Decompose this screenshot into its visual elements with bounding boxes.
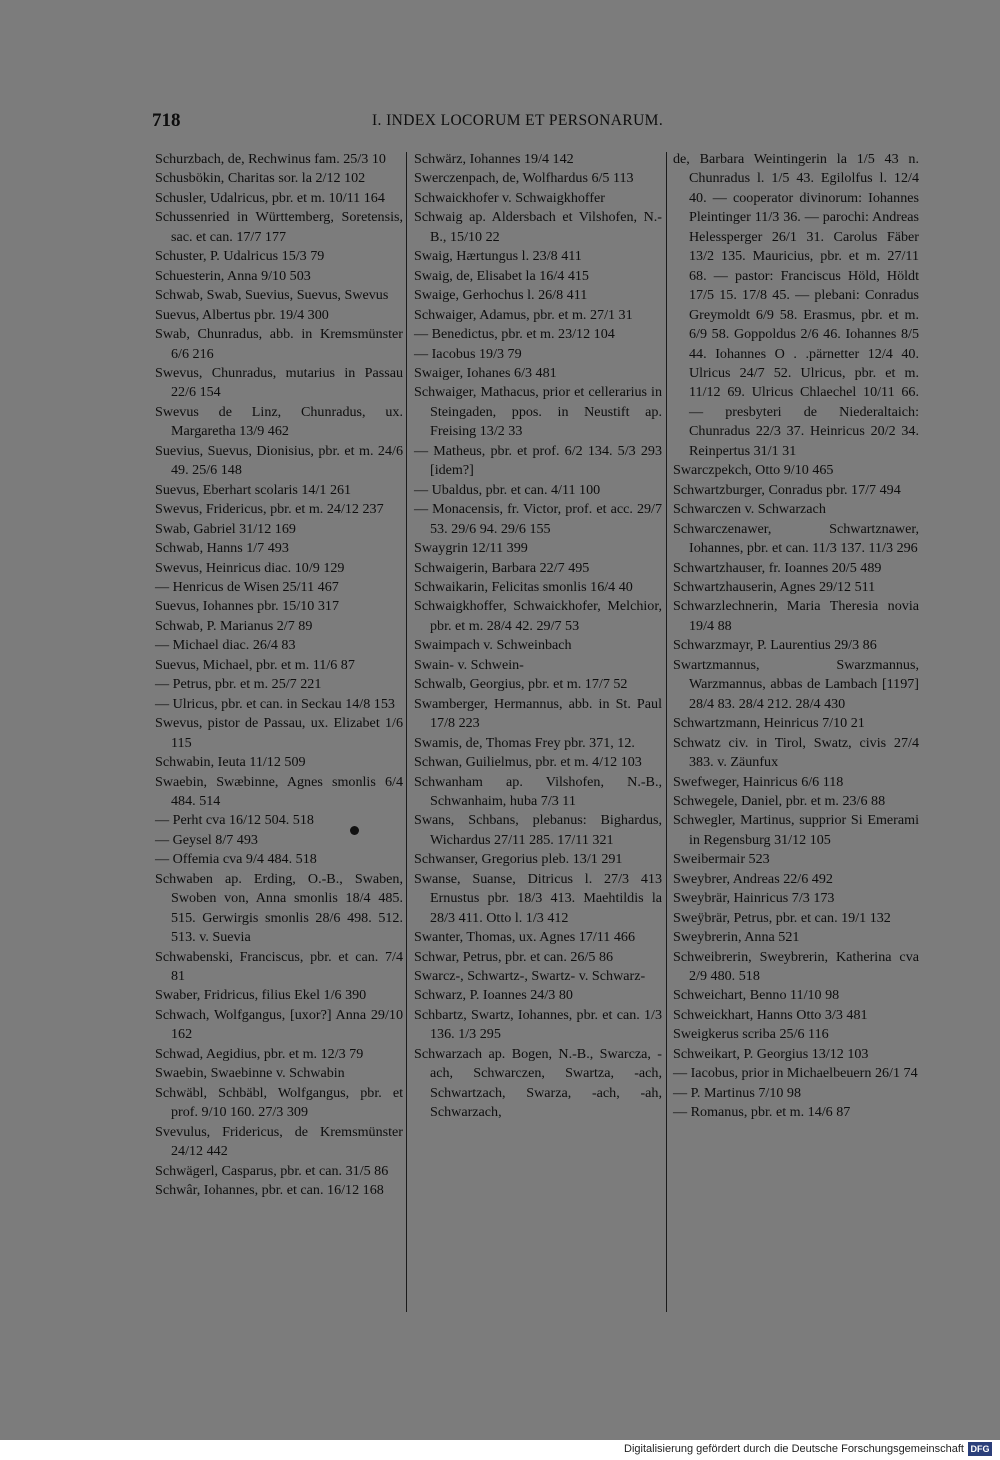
- index-entry: Schussenried in Württemberg, Soretensis, sac. et can. 17/7 177: [155, 209, 403, 245]
- index-entry: Swab, Chunradus, abb. in Kremsmünster 6/6 216: [155, 326, 403, 362]
- index-entry: Swevus, Fridericus, pbr. et m. 24/12 237: [155, 501, 384, 518]
- index-entry: de, Barbara Weintingerin la 1/5 43 n. Chunradus l. 1/5 43. Egilolfus l. 12/4 40. — cooperator divinorum: Iohannes Pleintinger 11/3 36. — parochi: Andreas Helessperger 26/1 31. Carolus Fäber 13/2 135. Mauricius, pbr. et m. 27/11 68. — pastor: Franciscus Höld, Höldt 17/5 15. 17/8 45. — plebani: Conradus Greymoldt 6/9 58. Erasmus, pbr. et m. 6/9 58. Goppoldus 2/6 46. Iohannes 8/5 44. Iohannes O . .pärnetter 12/4 40. Ulricus 24/7 52. Ulricus, pbr. et m. 11/12 69. Ulricus Chlaechel 10/11 66. — presbyteri de Niederaltaich: Chunradus 22/3 37. Heinricus 20/2 34. Reinpertus 31/1 31: [673, 151, 919, 459]
- index-entry: Schwarczenawer, Schwartznawer, Iohannes, pbr. et can. 11/3 137. 11/3 296: [673, 520, 919, 557]
- index-entry: Schwarczen v. Schwarzach: [673, 501, 826, 518]
- index-entry: Sweÿbrär, Petrus, pbr. et can. 19/1 132: [673, 909, 891, 926]
- index-entry: Swaebin, Swaebinne v. Schwabin: [155, 1065, 345, 1082]
- index-entry: Sweibermair 523: [673, 851, 770, 868]
- index-entry: Sweigkerus scriba 25/6 116: [673, 1026, 829, 1043]
- index-entry: Swarczpekch, Otto 9/10 465: [673, 462, 834, 479]
- index-entry: — Henricus de Wisen 25/11 467: [155, 578, 339, 595]
- index-entry: Suevus, Iohannes pbr. 15/10 317: [155, 598, 339, 615]
- index-entry: Schwabenski, Franciscus, pbr. et can. 7/4 81: [155, 948, 403, 985]
- index-entry: Suevus, Albertus pbr. 19/4 300: [155, 306, 329, 323]
- index-entry: Schwanham ap. Vilshofen, N.-B., Schwanhaim, huba 7/3 11: [414, 773, 662, 809]
- index-entry: Swaber, Fridricus, filius Ekel 1/6 390: [155, 987, 367, 1004]
- funding-credit: Digitalisierung gefördert durch die Deutsche Forschungsgemeinschaft: [624, 1443, 964, 1455]
- index-entry: Swarcz-, Schwartz-, Swartz- v. Schwarz-: [414, 968, 646, 985]
- index-entry: Schwägerl, Casparus, pbr. et can. 31/5 86: [155, 1162, 389, 1179]
- index-entry: Schweibrerin, Sweybrerin, Katherina cva 2/9 480. 518: [673, 948, 919, 985]
- index-entry: Schweichart, Benno 11/10 98: [673, 987, 840, 1004]
- index-entry: Schuster, P. Udalricus 15/3 79: [155, 248, 325, 265]
- index-entry: — Monacensis, fr. Victor, prof. et acc. 29/7 53. 29/6 94. 29/6 155: [414, 501, 662, 537]
- index-entry: — Iacobus 19/3 79: [414, 345, 522, 362]
- index-entry: Schwalb, Georgius, pbr. et m. 17/7 52: [414, 676, 628, 693]
- index-entry: Schwarz, P. Ioannes 24/3 80: [414, 987, 573, 1004]
- index-entry: Schbartz, Swartz, Iohannes, pbr. et can. 1/3 136. 1/3 295: [414, 1006, 662, 1043]
- index-entry: Schwartzhauserin, Agnes 29/12 511: [673, 578, 876, 595]
- index-entry: Suevus, Michael, pbr. et m. 11/6 87: [155, 656, 355, 673]
- index-entry: Schwan, Guilielmus, pbr. et m. 4/12 103: [414, 754, 642, 771]
- index-entry: Swaige, Gerhochus l. 26/8 411: [414, 287, 588, 304]
- index-entry: Schwatz civ. in Tirol, Swatz, civis 27/4 383. v. Zäunfux: [673, 734, 919, 771]
- index-entry: Schwaigkhoffer, Schwaickhofer, Melchior, pbr. et m. 28/4 42. 29/7 53: [414, 598, 662, 634]
- index-entry: Schwartzburger, Conradus pbr. 17/7 494: [673, 481, 901, 498]
- ink-blot: [350, 826, 359, 835]
- index-entry: Schwâr, Iohannes, pbr. et can. 16/12 168: [155, 1182, 384, 1199]
- index-entry: Swaig, de, Elisabet la 16/4 415: [414, 267, 589, 284]
- index-entry: Schwegele, Daniel, pbr. et m. 23/6 88: [673, 792, 886, 809]
- index-entry: Swartzmannus, Swarzmannus, Warzmannus, abbas de Lambach [1197] 28/4 83. 28/4 212. 28/4 430: [673, 656, 919, 712]
- index-entry: Swefweger, Hainricus 6/6 118: [673, 773, 844, 790]
- index-entry: Schwar, Petrus, pbr. et can. 26/5 86: [414, 948, 614, 965]
- index-entry: Swanse, Suanse, Ditricus l. 27/3 413 Ernustus pbr. 18/3 413. Maehtildis la 28/3 411. Otto l. 1/3 412: [414, 870, 662, 926]
- index-entry: Schwegler, Martinus, supprior Si Emerami in Regensburg 31/12 105: [673, 812, 919, 848]
- index-entry: Schwabin, Ieuta 11/12 509: [155, 754, 306, 771]
- column-divider: [666, 152, 667, 1312]
- page-header: [0, 110, 1000, 140]
- index-entry: Swaig, Hærtungus l. 23/8 411: [414, 248, 582, 265]
- column-divider: [406, 152, 407, 1312]
- index-entry: Schwarzlechnerin, Maria Theresia novia 19/4 88: [673, 598, 919, 634]
- index-entry: Swaebin, Swæbinne, Agnes smonlis 6/4 484. 514: [155, 773, 403, 809]
- index-entry: Swevus, Heinricus diac. 10/9 129: [155, 559, 345, 576]
- index-entry: — Geysel 8/7 493: [155, 831, 258, 848]
- index-entry: Swevus, Chunradus, mutarius in Passau 22/6 154: [155, 364, 403, 401]
- index-entry: Schuesterin, Anna 9/10 503: [155, 267, 311, 284]
- index-entry: Schwaiger, Mathacus, prior et cellerarius in Steingaden, ppos. in Neustift ap. Freising 13/2 33: [414, 384, 662, 440]
- index-entry: — P. Martinus 7/10 98: [673, 1084, 802, 1101]
- index-entry: Schwanser, Gregorius pleb. 13/1 291: [414, 851, 623, 868]
- index-entry: Schusbökin, Charitas sor. la 2/12 102: [155, 170, 366, 187]
- index-entry: Schwaikarin, Felicitas smonlis 16/4 40: [414, 578, 633, 595]
- index-entry: Schwab, Swab, Suevius, Suevus, Swevus: [155, 287, 389, 304]
- index-entry: Sweybrerin, Anna 521: [673, 929, 800, 946]
- index-entry: Sweybrer, Andreas 22/6 492: [673, 870, 833, 887]
- index-entry: Swevus, pistor de Passau, ux. Elizabet 1/6 115: [155, 715, 403, 751]
- index-entry: — Iacobus, prior in Michaelbeuern 26/1 74: [673, 1065, 918, 1082]
- index-entry: Swaygrin 12/11 399: [414, 540, 528, 557]
- index-entry: Suevius, Suevus, Dionisius, pbr. et m. 24/6 49. 25/6 148: [155, 442, 403, 479]
- index-entry: — Petrus, pbr. et m. 25/7 221: [155, 676, 322, 693]
- index-entry: Schwarzach ap. Bogen, N.-B., Swarcza, -ach, Schwarczen, Swartza, -ach, Schwartzach, Swarza, -ach, -ah, Schwarzach,: [414, 1045, 662, 1121]
- index-entry: Schwaig ap. Aldersbach et Vilshofen, N.-B., 15/10 22: [414, 209, 662, 245]
- index-entry: — Ubaldus, pbr. et can. 4/11 100: [414, 481, 601, 498]
- index-entry: Schwarzmayr, P. Laurentius 29/3 86: [673, 637, 877, 654]
- index-entry: Schwäbl, Schbäbl, Wolfgangus, pbr. et prof. 9/10 160. 27/3 309: [155, 1084, 403, 1121]
- index-entry: Schwab, Hanns 1/7 493: [155, 540, 289, 557]
- index-entry: Schwaiger, Adamus, pbr. et m. 27/1 31: [414, 306, 633, 323]
- running-title: I. INDEX LOCORUM ET PERSONARUM.: [372, 112, 664, 129]
- index-entry: — Benedictus, pbr. et m. 23/12 104: [414, 326, 615, 343]
- index-entry: Schwaigerin, Barbara 22/7 495: [414, 559, 590, 576]
- dfg-logo: DFG: [968, 1442, 992, 1456]
- index-entry: — Romanus, pbr. et m. 14/6 87: [673, 1104, 851, 1121]
- index-entry: Schweickhart, Hanns Otto 3/3 481: [673, 1006, 868, 1023]
- index-entry: Svevulus, Fridericus, de Kremsmünster 24/12 442: [155, 1123, 403, 1160]
- index-entry: — Michael diac. 26/4 83: [155, 637, 296, 654]
- index-entry: Swaimpach v. Schweinbach: [414, 637, 572, 654]
- index-entry: Swain- v. Schwein-: [414, 656, 524, 673]
- page-number: 718: [152, 110, 181, 131]
- index-entry: Swaiger, Iohanes 6/3 481: [414, 364, 557, 381]
- index-entry: Schwartzmann, Heinricus 7/10 21: [673, 715, 865, 732]
- index-column-2: [414, 150, 662, 1123]
- index-entry: Schwad, Aegidius, pbr. et m. 12/3 79: [155, 1045, 364, 1062]
- index-column-3: [673, 150, 919, 1123]
- index-entry: Schweikart, P. Georgius 13/12 103: [673, 1045, 869, 1062]
- index-entry: Swans, Schbans, plebanus: Bighardus, Wichardus 27/11 285. 17/11 321: [414, 812, 662, 848]
- index-entry: — Perht cva 16/12 504. 518: [155, 812, 314, 829]
- index-entry: Swamberger, Hermannus, abb. in St. Paul 17/8 223: [414, 695, 662, 732]
- index-entry: — Ulricus, pbr. et can. in Seckau 14/8 153: [155, 695, 395, 712]
- index-entry: Swab, Gabriel 31/12 169: [155, 520, 296, 537]
- digitization-footer: [0, 1440, 1000, 1460]
- index-entry: Schwach, Wolfgangus, [uxor?] Anna 29/10 162: [155, 1006, 403, 1043]
- index-entry: Sweybrär, Hainricus 7/3 173: [673, 890, 835, 907]
- index-entry: Schusler, Udalricus, pbr. et m. 10/11 164: [155, 189, 385, 206]
- index-entry: Schwartzhauser, fr. Ioannes 20/5 489: [673, 559, 882, 576]
- index-entry: Swanter, Thomas, ux. Agnes 17/11 466: [414, 929, 636, 946]
- index-entry: — Offemia cva 9/4 484. 518: [155, 851, 317, 868]
- index-entry: Suevus, Eberhart scolaris 14/1 261: [155, 481, 352, 498]
- index-entry: Schwaben ap. Erding, O.-B., Swaben, Swoben von, Anna smonlis 18/4 485. 515. Gerwirgis smonlis 28/6 498. 512. 513. v. Suevia: [155, 870, 403, 946]
- index-column-1: [155, 150, 403, 1200]
- index-entry: Swevus de Linz, Chunradus, ux. Margaretha 13/9 462: [155, 403, 403, 440]
- index-entry: — Matheus, pbr. et prof. 6/2 134. 5/3 293 [idem?]: [414, 442, 662, 479]
- index-entry: Swerczenpach, de, Wolfhardus 6/5 113: [414, 170, 634, 187]
- index-entry: Schwärz, Iohannes 19/4 142: [414, 151, 574, 167]
- index-entry: Schwab, P. Marianus 2/7 89: [155, 617, 313, 634]
- index-entry: Schurzbach, de, Rechwinus fam. 25/3 10: [155, 151, 386, 167]
- index-entry: Schwaickhofer v. Schwaigkhoffer: [414, 189, 605, 206]
- index-entry: Swamis, de, Thomas Frey pbr. 371, 12.: [414, 734, 635, 751]
